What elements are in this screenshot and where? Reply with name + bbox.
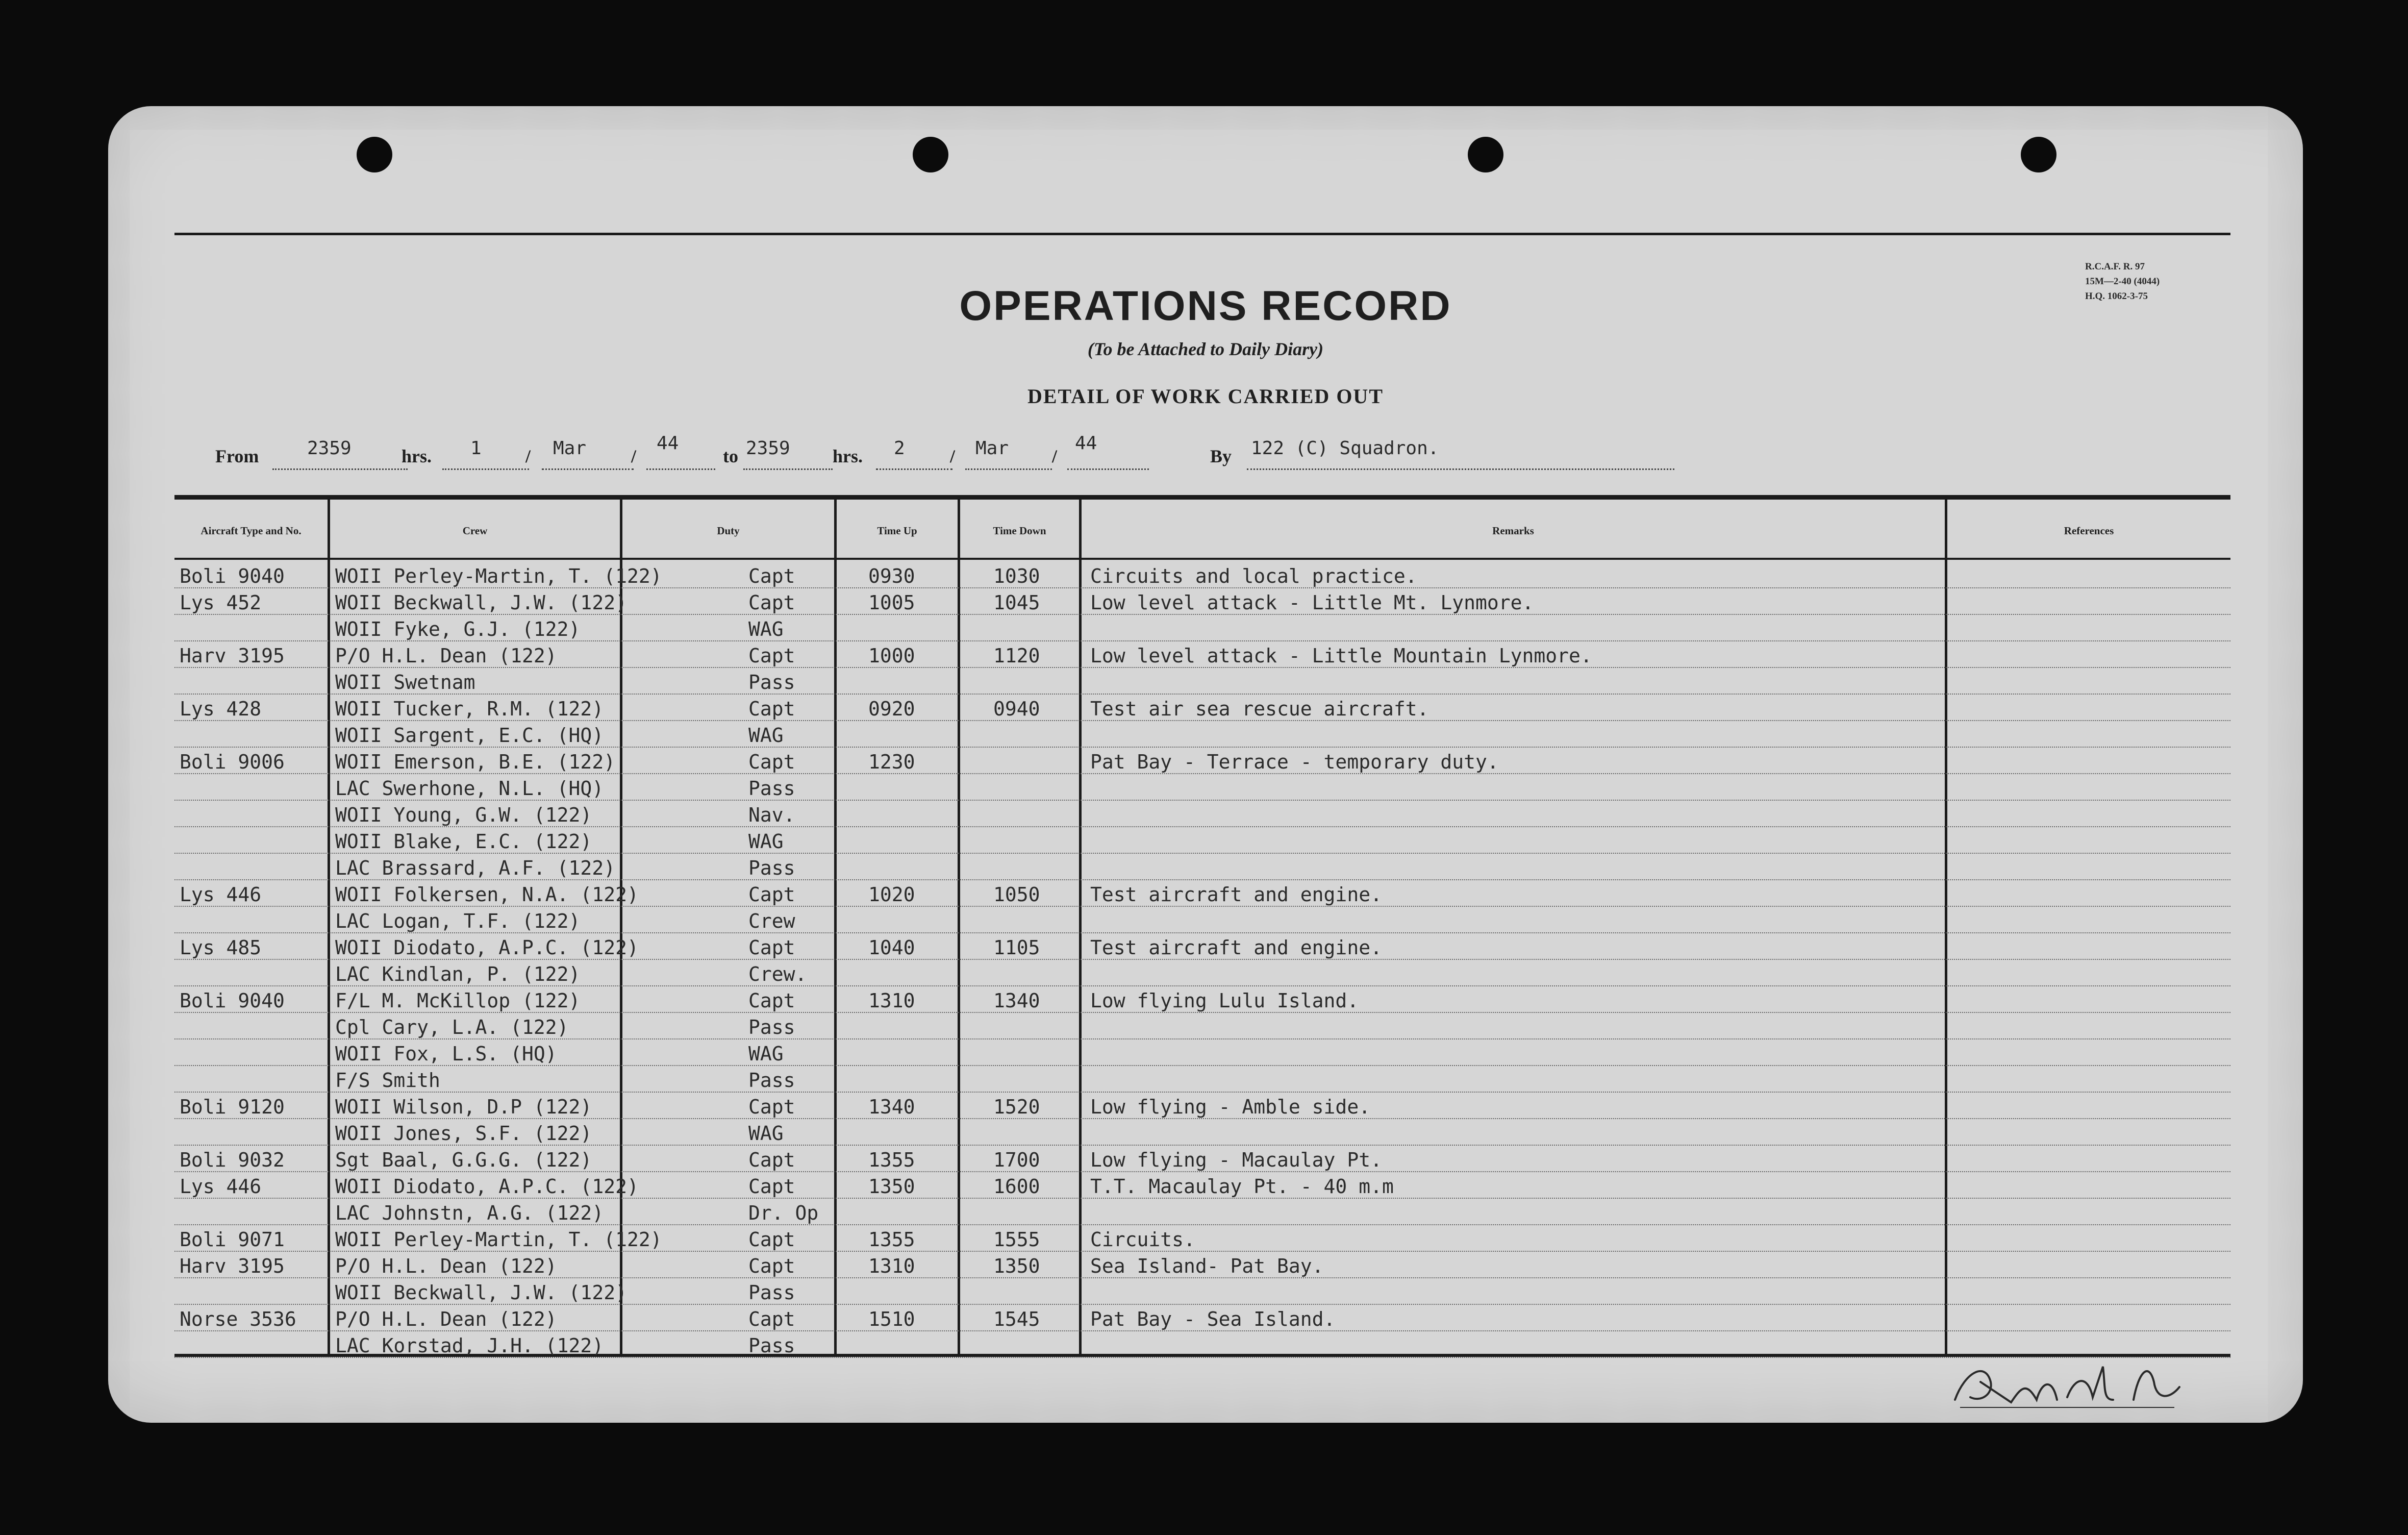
aircraft-cell: Harv 3195 bbox=[180, 1255, 285, 1277]
section-heading: DETAIL OF WORK CARRIED OUT bbox=[1027, 385, 1384, 408]
time-up-cell: 1005 bbox=[868, 591, 915, 614]
duty-cell: Capt bbox=[748, 989, 795, 1012]
aircraft-cell: Boli 9040 bbox=[180, 989, 285, 1012]
from-day: 1 bbox=[470, 438, 482, 459]
duty-cell: Crew. bbox=[748, 963, 807, 985]
from-year: 44 bbox=[657, 433, 679, 454]
time-down-cell: 1030 bbox=[993, 565, 1040, 587]
crew-cell: LAC Brassard, A.F. (122) bbox=[335, 857, 616, 879]
duty-cell: WAG bbox=[748, 724, 784, 747]
by-label: By bbox=[1210, 446, 1232, 466]
time-down-cell: 1045 bbox=[993, 591, 1040, 614]
crew-cell: WOII Diodato, A.P.C. (122) bbox=[335, 936, 639, 959]
from-time-underline bbox=[272, 468, 408, 470]
row-rule bbox=[174, 694, 2230, 695]
crew-cell: WOII Beckwall, J.W. (122) bbox=[335, 1281, 627, 1304]
time-down-cell: 1340 bbox=[993, 989, 1040, 1012]
aircraft-cell: Boli 9040 bbox=[180, 565, 285, 587]
to-month: Mar bbox=[975, 438, 1009, 459]
date-slash: / bbox=[631, 446, 637, 466]
aircraft-cell: Boli 9120 bbox=[180, 1096, 285, 1118]
to-month-underline bbox=[965, 468, 1052, 470]
crew-cell: F/L M. McKillop (122) bbox=[335, 989, 581, 1012]
crew-cell: WOII Young, G.W. (122) bbox=[335, 804, 592, 826]
duty-cell: Capt bbox=[748, 645, 795, 667]
page-subtitle: (To be Attached to Daily Diary) bbox=[1087, 339, 1324, 359]
column-divider bbox=[1079, 500, 1082, 1355]
date-slash: / bbox=[950, 446, 956, 466]
squadron: 122 (C) Squadron. bbox=[1251, 438, 1439, 459]
column-divider bbox=[958, 500, 960, 1355]
crew-cell: LAC Korstad, J.H. (122) bbox=[335, 1334, 604, 1357]
column-header-duty: Duty bbox=[717, 525, 740, 537]
duty-cell: Dr. Op bbox=[748, 1202, 819, 1224]
duty-cell: Pass bbox=[748, 1069, 795, 1092]
duty-cell: WAG bbox=[748, 1043, 784, 1065]
column-header-crew: Crew bbox=[462, 525, 488, 537]
duty-cell: Capt bbox=[748, 591, 795, 614]
duty-cell: Capt bbox=[748, 1308, 795, 1330]
aircraft-cell: Harv 3195 bbox=[180, 645, 285, 667]
time-up-cell: 1350 bbox=[868, 1175, 915, 1198]
duty-cell: Pass bbox=[748, 1334, 795, 1357]
column-header-time-down: Time Down bbox=[993, 525, 1046, 537]
remarks-cell: Circuits and local practice. bbox=[1090, 565, 1417, 587]
duty-cell: Capt bbox=[748, 1175, 795, 1198]
time-up-cell: 1510 bbox=[868, 1308, 915, 1330]
from-time: 2359 bbox=[307, 438, 352, 459]
remarks-cell: Low level attack - Little Mountain Lynmore. bbox=[1090, 645, 1592, 667]
crew-cell: F/S Smith bbox=[335, 1069, 440, 1092]
remarks-cell: T.T. Macaulay Pt. - 40 m.m bbox=[1090, 1175, 1394, 1198]
aircraft-cell: Boli 9006 bbox=[180, 751, 285, 773]
crew-cell: WOII Sargent, E.C. (HQ) bbox=[335, 724, 604, 747]
remarks-cell: Low flying - Amble side. bbox=[1090, 1096, 1371, 1118]
remarks-cell: Low level attack - Little Mt. Lynmore. bbox=[1090, 591, 1534, 614]
crew-cell: LAC Logan, T.F. (122) bbox=[335, 910, 581, 932]
table-header-rule bbox=[174, 558, 2230, 560]
duty-cell: Capt bbox=[748, 936, 795, 959]
crew-cell: Cpl Cary, L.A. (122) bbox=[335, 1016, 569, 1038]
duty-cell: Nav. bbox=[748, 804, 795, 826]
crew-cell: WOII Perley-Martin, T. (122) bbox=[335, 1228, 662, 1251]
time-down-cell: 1105 bbox=[993, 936, 1040, 959]
crew-cell: WOII Blake, E.C. (122) bbox=[335, 830, 592, 853]
column-divider bbox=[1945, 500, 1947, 1355]
aircraft-cell: Boli 9071 bbox=[180, 1228, 285, 1251]
time-up-cell: 1355 bbox=[868, 1149, 915, 1171]
remarks-cell: Circuits. bbox=[1090, 1228, 1195, 1251]
duty-cell: Capt bbox=[748, 883, 795, 906]
time-down-cell: 1700 bbox=[993, 1149, 1040, 1171]
page-title: OPERATIONS RECORD bbox=[959, 283, 1452, 329]
aircraft-cell: Lys 446 bbox=[180, 883, 262, 906]
remarks-cell: Test aircraft and engine. bbox=[1090, 936, 1382, 959]
punch-hole bbox=[1468, 137, 1503, 172]
time-down-cell: 1600 bbox=[993, 1175, 1040, 1198]
punch-hole bbox=[2021, 137, 2056, 172]
duty-cell: Capt bbox=[748, 1149, 795, 1171]
from-month: Mar bbox=[553, 438, 587, 459]
crew-cell: P/O H.L. Dean (122) bbox=[335, 1308, 557, 1330]
from-year-underline bbox=[646, 468, 715, 470]
hrs-label: hrs. bbox=[833, 446, 863, 466]
crew-cell: WOII Diodato, A.P.C. (122) bbox=[335, 1175, 639, 1198]
time-up-cell: 1040 bbox=[868, 936, 915, 959]
duty-cell: Crew bbox=[748, 910, 795, 932]
aircraft-cell: Lys 452 bbox=[180, 591, 262, 614]
record-card bbox=[108, 106, 2303, 1423]
time-up-cell: 1355 bbox=[868, 1228, 915, 1251]
remarks-cell: Test aircraft and engine. bbox=[1090, 883, 1382, 906]
date-slash: / bbox=[525, 446, 531, 466]
duty-cell: Pass bbox=[748, 777, 795, 800]
from-month-underline bbox=[542, 468, 634, 470]
column-header-time-up: Time Up bbox=[877, 525, 917, 537]
column-header-aircraft: Aircraft Type and No. bbox=[200, 525, 302, 537]
aircraft-cell: Norse 3536 bbox=[180, 1308, 296, 1330]
form-id-line: 15M—2-40 (4044) bbox=[2085, 276, 2160, 287]
time-down-cell: 1520 bbox=[993, 1096, 1040, 1118]
crew-cell: LAC Johnstn, A.G. (122) bbox=[335, 1202, 604, 1224]
crew-cell: WOII Wilson, D.P (122) bbox=[335, 1096, 592, 1118]
time-down-cell: 1350 bbox=[993, 1255, 1040, 1277]
form-identifier bbox=[2085, 259, 2238, 304]
duty-cell: WAG bbox=[748, 830, 784, 853]
duty-cell: Capt bbox=[748, 698, 795, 720]
duty-cell: Pass bbox=[748, 857, 795, 879]
remarks-cell: Sea Island- Pat Bay. bbox=[1090, 1255, 1324, 1277]
column-divider bbox=[328, 500, 330, 1355]
time-up-cell: 0930 bbox=[868, 565, 915, 587]
crew-cell: WOII Fyke, G.J. (122) bbox=[335, 618, 581, 640]
time-up-cell: 1340 bbox=[868, 1096, 915, 1118]
hrs-label: hrs. bbox=[402, 446, 432, 466]
date-slash: / bbox=[1052, 446, 1058, 466]
crew-cell: WOII Swetnam bbox=[335, 671, 475, 694]
crew-cell: WOII Perley-Martin, T. (122) bbox=[335, 565, 662, 587]
to-year-underline bbox=[1067, 468, 1149, 470]
duty-cell: Capt bbox=[748, 565, 795, 587]
remarks-cell: Low flying - Macaulay Pt. bbox=[1090, 1149, 1382, 1171]
to-time: 2359 bbox=[746, 438, 790, 459]
duty-cell: Capt bbox=[748, 1255, 795, 1277]
from-day-underline bbox=[442, 468, 529, 470]
duty-cell: WAG bbox=[748, 1122, 784, 1145]
aircraft-cell: Lys 446 bbox=[180, 1175, 262, 1198]
time-down-cell: 1555 bbox=[993, 1228, 1040, 1251]
duty-cell: WAG bbox=[748, 618, 784, 640]
crew-cell: WOII Folkersen, N.A. (122) bbox=[335, 883, 639, 906]
crew-cell: WOII Fox, L.S. (HQ) bbox=[335, 1043, 557, 1065]
remarks-cell: Low flying Lulu Island. bbox=[1090, 989, 1359, 1012]
time-up-cell: 1020 bbox=[868, 883, 915, 906]
time-up-cell: 1310 bbox=[868, 1255, 915, 1277]
remarks-cell: Pat Bay - Terrace - temporary duty. bbox=[1090, 751, 1499, 773]
to-day-underline bbox=[876, 468, 952, 470]
crew-cell: WOII Tucker, R.M. (122) bbox=[335, 698, 604, 720]
duty-cell: Pass bbox=[748, 1281, 795, 1304]
from-label: From bbox=[215, 446, 259, 466]
crew-cell: WOII Emerson, B.E. (122) bbox=[335, 751, 616, 773]
punch-hole bbox=[357, 137, 392, 172]
time-down-cell: 1050 bbox=[993, 883, 1040, 906]
time-up-cell: 0920 bbox=[868, 698, 915, 720]
time-down-cell: 1545 bbox=[993, 1308, 1040, 1330]
duty-cell: Capt bbox=[748, 1096, 795, 1118]
table-top-rule bbox=[174, 495, 2230, 500]
row-rule bbox=[174, 1092, 2230, 1093]
crew-cell: WOII Jones, S.F. (122) bbox=[335, 1122, 592, 1145]
duty-cell: Capt bbox=[748, 1228, 795, 1251]
crew-cell: P/O H.L. Dean (122) bbox=[335, 645, 557, 667]
signature bbox=[1950, 1351, 2185, 1418]
to-label: to bbox=[723, 446, 738, 466]
time-up-cell: 1230 bbox=[868, 751, 915, 773]
by-underline bbox=[1247, 468, 1674, 470]
to-day: 2 bbox=[894, 438, 905, 459]
crew-cell: LAC Kindlan, P. (122) bbox=[335, 963, 581, 985]
aircraft-cell: Lys 485 bbox=[180, 936, 262, 959]
duty-cell: Capt bbox=[748, 751, 795, 773]
column-divider bbox=[834, 500, 837, 1355]
aircraft-cell: Lys 428 bbox=[180, 698, 262, 720]
remarks-cell: Test air sea rescue aircraft. bbox=[1090, 698, 1429, 720]
duty-cell: Pass bbox=[748, 671, 795, 694]
crew-cell: WOII Beckwall, J.W. (122) bbox=[335, 591, 627, 614]
top-rule bbox=[174, 233, 2230, 235]
to-time-underline bbox=[743, 468, 833, 470]
remarks-cell: Pat Bay - Sea Island. bbox=[1090, 1308, 1336, 1330]
time-up-cell: 1310 bbox=[868, 989, 915, 1012]
column-header-remarks: Remarks bbox=[1492, 525, 1534, 537]
to-year: 44 bbox=[1075, 433, 1097, 454]
time-up-cell: 1000 bbox=[868, 645, 915, 667]
form-id-line: H.Q. 1062-3-75 bbox=[2085, 291, 2148, 302]
duty-cell: Pass bbox=[748, 1016, 795, 1038]
time-down-cell: 0940 bbox=[993, 698, 1040, 720]
punch-hole bbox=[913, 137, 948, 172]
time-down-cell: 1120 bbox=[993, 645, 1040, 667]
form-id-line: R.C.A.F. R. 97 bbox=[2085, 261, 2145, 272]
crew-cell: LAC Swerhone, N.L. (HQ) bbox=[335, 777, 604, 800]
crew-cell: P/O H.L. Dean (122) bbox=[335, 1255, 557, 1277]
crew-cell: Sgt Baal, G.G.G. (122) bbox=[335, 1149, 592, 1171]
aircraft-cell: Boli 9032 bbox=[180, 1149, 285, 1171]
column-header-references: References bbox=[2064, 525, 2114, 537]
